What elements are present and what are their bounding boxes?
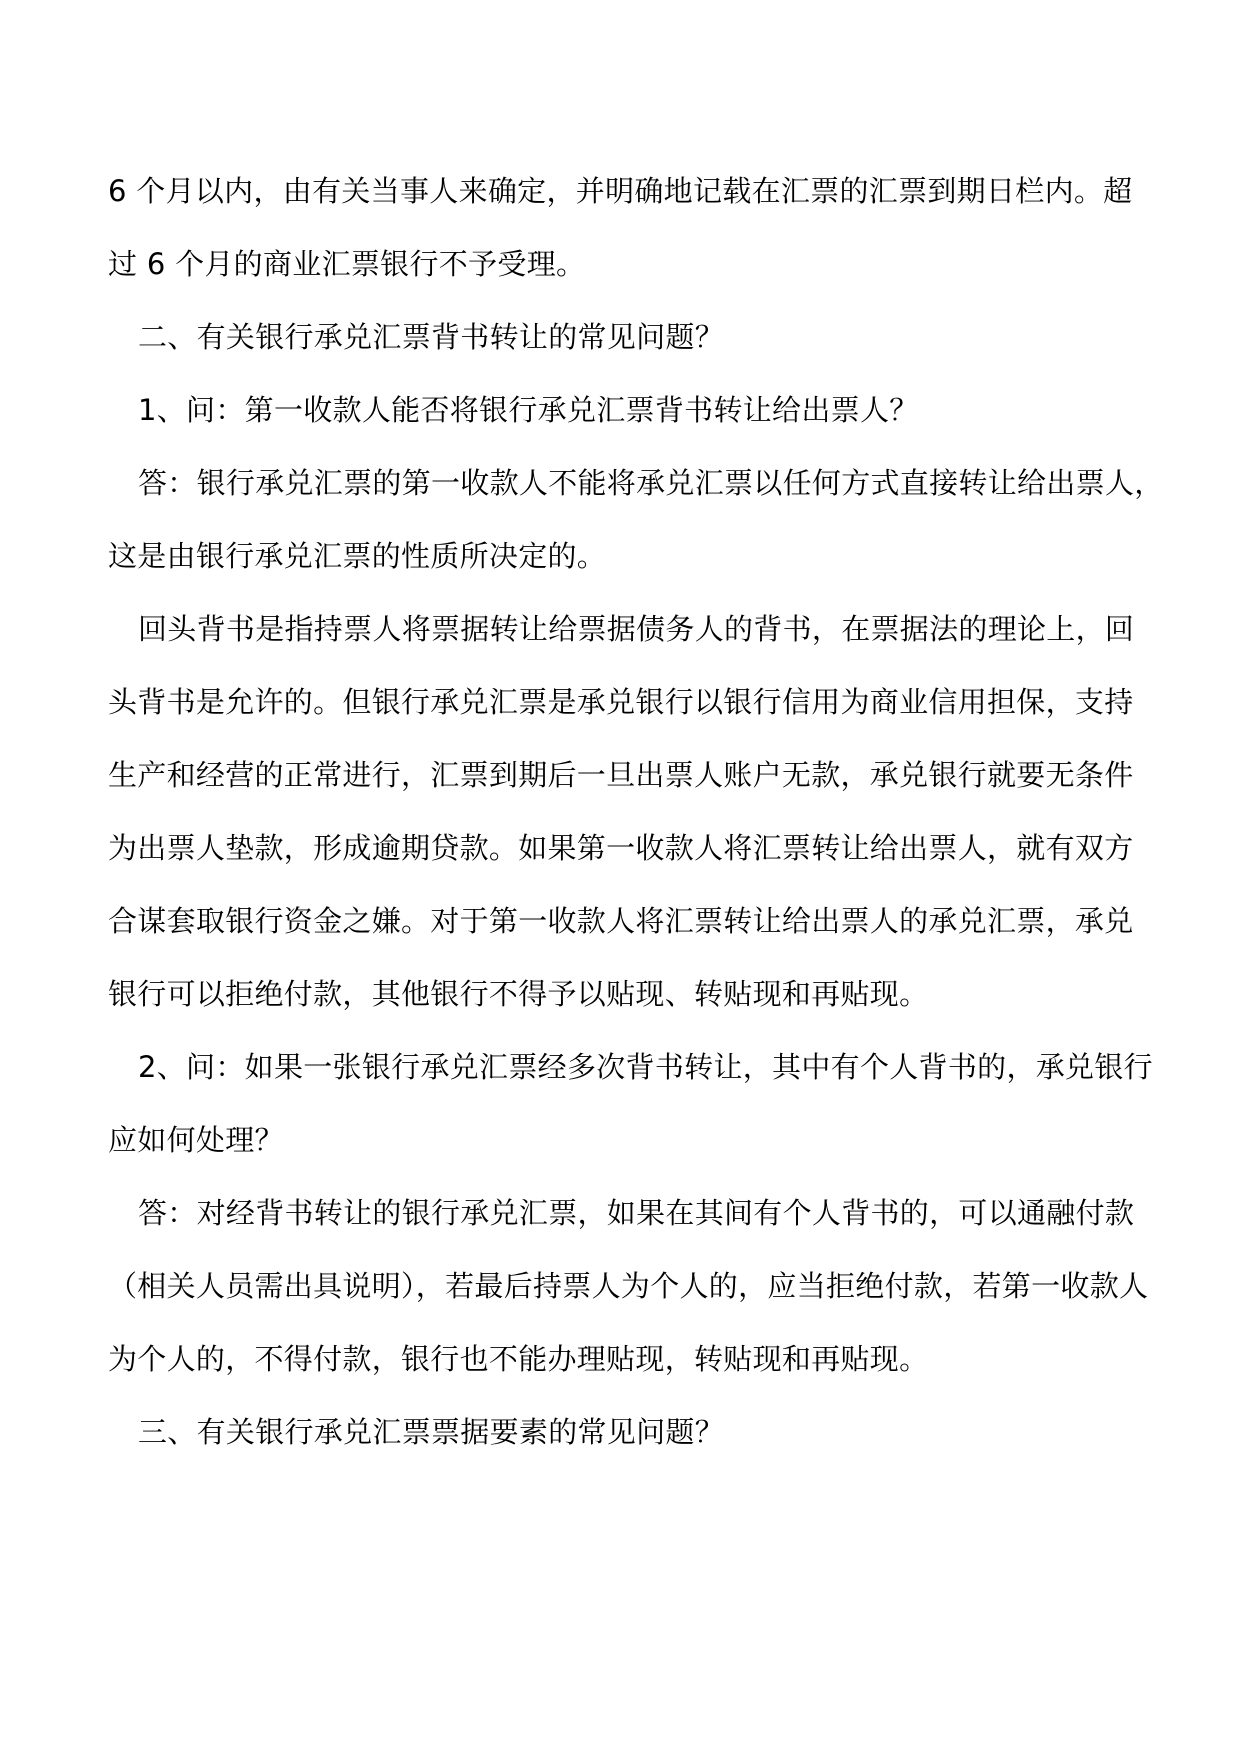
paragraph-line: 应如何处理？: [108, 1123, 284, 1157]
section-heading: 二、有关银行承兑汇票背书转让的常见问题？: [138, 320, 725, 354]
paragraph-line: 过 6 个月的商业汇票银行不予受理。: [108, 247, 586, 281]
paragraph-line: 头背书是允许的。但银行承兑汇票是承兑银行以银行信用为商业信用担保，支持: [108, 685, 1134, 719]
paragraph-line: 6 个月以内，由有关当事人来确定，并明确地记载在汇票的汇票到期日栏内。超: [108, 174, 1133, 208]
question-line: 2、问：如果一张银行承兑汇票经多次背书转让，其中有个人背书的，承兑银行: [138, 1050, 1153, 1084]
paragraph-line: 为个人的，不得付款，银行也不能办理贴现，转贴现和再贴现。: [108, 1342, 929, 1376]
paragraph-line: 回头背书是指持票人将票据转让给票据债务人的背书，在票据法的理论上，回: [138, 612, 1135, 646]
paragraph-line: 这是由银行承兑汇票的性质所决定的。: [108, 539, 607, 573]
paragraph-line: （相关人员需出具说明），若最后持票人为个人的，应当拒绝付款，若第一收款人: [108, 1269, 1149, 1303]
section-heading: 三、有关银行承兑汇票票据要素的常见问题？: [138, 1415, 725, 1449]
paragraph-line: 生产和经营的正常进行，汇票到期后一旦出票人账户无款，承兑银行就要无条件: [108, 758, 1134, 792]
paragraph-line: 为出票人垫款，形成逾期贷款。如果第一收款人将汇票转让给出票人，就有双方: [108, 831, 1134, 865]
paragraph-line: 合谋套取银行资金之嫌。对于第一收款人将汇票转让给出票人的承兑汇票，承兑: [108, 904, 1134, 938]
paragraph-line: 银行可以拒绝付款，其他银行不得予以贴现、转贴现和再贴现。: [108, 977, 929, 1011]
answer-line: 答：对经背书转让的银行承兑汇票，如果在其间有个人背书的，可以通融付款: [138, 1196, 1135, 1230]
question-line: 1、问：第一收款人能否将银行承兑汇票背书转让给出票人？: [138, 393, 919, 427]
answer-line: 答：银行承兑汇票的第一收款人不能将承兑汇票以任何方式直接转让给出票人，: [138, 466, 1164, 500]
